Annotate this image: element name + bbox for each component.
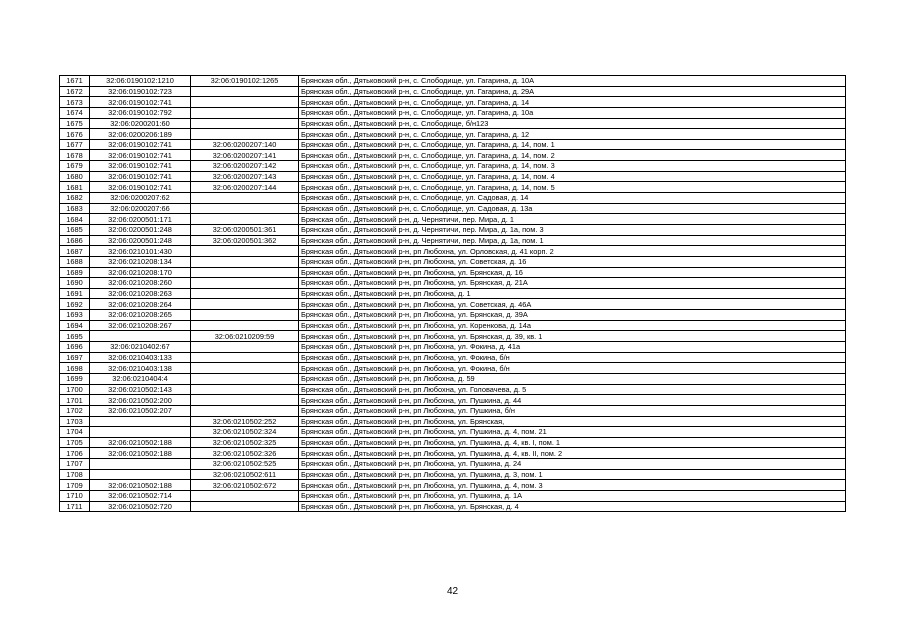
row-number-cell: 1709 [60,480,90,491]
sub-cadastral-number-cell: 32:06:0200207:142 [191,161,299,172]
table-row [60,278,846,289]
cadastral-number-cell: 32:06:0190102:741 [90,139,191,150]
cadastral-number-cell: 32:06:0200207:66 [90,203,191,214]
sub-cadastral-number-cell [191,129,299,140]
sub-cadastral-number-cell: 32:06:0200207:144 [191,182,299,193]
row-number-cell: 1672 [60,86,90,97]
row-number-cell: 1706 [60,448,90,459]
sub-cadastral-number-cell [191,373,299,384]
row-number-cell: 1684 [60,214,90,225]
cadastral-number-cell: 32:06:0210502:188 [90,437,191,448]
row-number-cell: 1695 [60,331,90,342]
sub-cadastral-number-cell [191,490,299,501]
cadastral-number-cell: 32:06:0190102:1210 [90,76,191,87]
address-cell: Брянская обл., Дятьковский р-н, рп Любохна, ул. Брянская, д. 21А [299,278,846,289]
sub-cadastral-number-cell [191,342,299,353]
address-cell: Брянская обл., Дятьковский р-н, рп Любохна, ул. Фокина, д. 41а [299,342,846,353]
row-number-cell: 1698 [60,363,90,374]
page-number: 42 [446,586,459,597]
table-row [60,448,846,459]
cadastral-number-cell: 32:06:0210208:260 [90,278,191,289]
address-cell: Брянская обл., Дятьковский р-н, рп Любохна, ул. Пушкина, д. 4, пом. 21 [299,427,846,438]
row-number-cell: 1700 [60,384,90,395]
sub-cadastral-number-cell [191,299,299,310]
cadastral-number-cell: 32:06:0210402:67 [90,342,191,353]
sub-cadastral-number-cell [191,363,299,374]
table-row [60,384,846,395]
table-row [60,214,846,225]
sub-cadastral-number-cell [191,288,299,299]
row-number-cell: 1697 [60,352,90,363]
row-number-cell: 1677 [60,139,90,150]
cadastral-number-cell: 32:06:0210208:134 [90,256,191,267]
table-row [60,405,846,416]
sub-cadastral-number-cell [191,97,299,108]
row-number-cell: 1711 [60,501,90,512]
cadastral-number-cell: 32:06:0210208:264 [90,299,191,310]
cadastral-number-cell: 32:06:0190102:741 [90,171,191,182]
table-row [60,161,846,172]
sub-cadastral-number-cell [191,395,299,406]
row-number-cell: 1696 [60,342,90,353]
sub-cadastral-number-cell [191,86,299,97]
sub-cadastral-number-cell: 32:06:0210502:252 [191,416,299,427]
sub-cadastral-number-cell: 32:06:0210209:59 [191,331,299,342]
sub-cadastral-number-cell [191,267,299,278]
row-number-cell: 1703 [60,416,90,427]
sub-cadastral-number-cell: 32:06:0210502:326 [191,448,299,459]
table-row [60,182,846,193]
sub-cadastral-number-cell: 32:06:0190102:1265 [191,76,299,87]
sub-cadastral-number-cell: 32:06:0210502:525 [191,459,299,470]
table-row [60,490,846,501]
cadastral-number-cell: 32:06:0200201:60 [90,118,191,129]
address-cell: Брянская обл., Дятьковский р-н, с. Слободище, ул. Гагарина, д. 14, пом. 2 [299,150,846,161]
row-number-cell: 1675 [60,118,90,129]
table-row [60,107,846,118]
sub-cadastral-number-cell [191,405,299,416]
address-cell: Брянская обл., Дятьковский р-н, рп Любохна, ул. Коренкова, д. 14а [299,320,846,331]
sub-cadastral-number-cell [191,193,299,204]
row-number-cell: 1674 [60,107,90,118]
row-number-cell: 1707 [60,459,90,470]
address-cell: Брянская обл., Дятьковский р-н, д. Чернятичи, пер. Мира, д. 1 [299,214,846,225]
cadastral-number-cell: 32:06:0210208:263 [90,288,191,299]
registry-table [59,75,846,512]
row-number-cell: 1688 [60,256,90,267]
sub-cadastral-number-cell: 32:06:0200207:141 [191,150,299,161]
row-number-cell: 1694 [60,320,90,331]
cadastral-number-cell [90,331,191,342]
address-cell: Брянская обл., Дятьковский р-н, рп Любохна, д. 1 [299,288,846,299]
address-cell: Брянская обл., Дятьковский р-н, с. Слободище, ул. Гагарина, д. 14, пом. 1 [299,139,846,150]
table-row [60,331,846,342]
table-row [60,427,846,438]
table-row [60,299,846,310]
cadastral-number-cell [90,427,191,438]
sub-cadastral-number-cell: 32:06:0210502:325 [191,437,299,448]
table-row [60,469,846,480]
table-row [60,256,846,267]
address-cell: Брянская обл., Дятьковский р-н, д. Чернятичи, пер. Мира, д. 1а, пом. 1 [299,235,846,246]
cadastral-number-cell: 32:06:0210403:138 [90,363,191,374]
row-number-cell: 1704 [60,427,90,438]
address-cell: Брянская обл., Дятьковский р-н, рп Любохна, ул. Пушкина, д. 4, пом. 3 [299,480,846,491]
row-number-cell: 1708 [60,469,90,480]
sub-cadastral-number-cell [191,214,299,225]
cadastral-number-cell: 32:06:0200207:62 [90,193,191,204]
row-number-cell: 1685 [60,224,90,235]
address-cell: Брянская обл., Дятьковский р-н, рп Любохна, ул. Пушкина, д. 24 [299,459,846,470]
table-row [60,480,846,491]
row-number-cell: 1705 [60,437,90,448]
sub-cadastral-number-cell [191,278,299,289]
row-number-cell: 1693 [60,310,90,321]
sub-cadastral-number-cell [191,118,299,129]
cadastral-number-cell: 32:06:0190102:741 [90,182,191,193]
table-row [60,288,846,299]
cadastral-number-cell: 32:06:0210502:200 [90,395,191,406]
row-number-cell: 1682 [60,193,90,204]
address-cell: Брянская обл., Дятьковский р-н, рп Любохна, ул. Пушкина, б/н [299,405,846,416]
table-row [60,501,846,512]
row-number-cell: 1676 [60,129,90,140]
table-row [60,246,846,257]
cadastral-number-cell: 32:06:0190102:723 [90,86,191,97]
table-row [60,320,846,331]
sub-cadastral-number-cell [191,501,299,512]
row-number-cell: 1671 [60,76,90,87]
address-cell: Брянская обл., Дятьковский р-н, рп Любохна, ул. Пушкина, д. 3, пом. 1 [299,469,846,480]
address-cell: Брянская обл., Дятьковский р-н, рп Любохна, ул. Пушкина, д. 44 [299,395,846,406]
row-number-cell: 1699 [60,373,90,384]
address-cell: Брянская обл., Дятьковский р-н, рп Любохна, ул. Пушкина, д. 1А [299,490,846,501]
address-cell: Брянская обл., Дятьковский р-н, рп Любохна, ул. Брянская, д. 4 [299,501,846,512]
cadastral-number-cell: 32:06:0210208:267 [90,320,191,331]
table-row [60,97,846,108]
cadastral-number-cell: 32:06:0190102:741 [90,161,191,172]
address-cell: Брянская обл., Дятьковский р-н, рп Любохна, ул. Орловская, д. 41 корп. 2 [299,246,846,257]
table-row [60,235,846,246]
cadastral-number-cell: 32:06:0210208:265 [90,310,191,321]
sub-cadastral-number-cell [191,320,299,331]
sub-cadastral-number-cell: 32:06:0210502:611 [191,469,299,480]
row-number-cell: 1681 [60,182,90,193]
row-number-cell: 1691 [60,288,90,299]
address-cell: Брянская обл., Дятьковский р-н, с. Слободище, ул. Гагарина, д. 10А [299,76,846,87]
table-row [60,352,846,363]
address-cell: Брянская обл., Дятьковский р-н, рп Любохна, ул. Пушкина, д. 4, кв. II, пом. 2 [299,448,846,459]
row-number-cell: 1680 [60,171,90,182]
table-row [60,193,846,204]
table-row [60,342,846,353]
row-number-cell: 1687 [60,246,90,257]
address-cell: Брянская обл., Дятьковский р-н, рп Любохна, ул. Пушкина, д. 4, кв. I, пом. 1 [299,437,846,448]
address-cell: Брянская обл., Дятьковский р-н, с. Слободище, ул. Гагарина, д. 14, пом. 5 [299,182,846,193]
table-row [60,373,846,384]
address-cell: Брянская обл., Дятьковский р-н, с. Слободище, ул. Гагарина, д. 14 [299,97,846,108]
address-cell: Брянская обл., Дятьковский р-н, рп Любохна, ул. Брянская, д. 16 [299,267,846,278]
sub-cadastral-number-cell: 32:06:0210502:324 [191,427,299,438]
table-row [60,76,846,87]
registry-table-body [60,76,846,512]
cadastral-number-cell: 32:06:0210404:4 [90,373,191,384]
table-row [60,118,846,129]
sub-cadastral-number-cell: 32:06:0200207:140 [191,139,299,150]
address-cell: Брянская обл., Дятьковский р-н, с. Слободище, ул. Гагарина, д. 10а [299,107,846,118]
table-row [60,224,846,235]
cadastral-number-cell: 32:06:0190102:741 [90,150,191,161]
cadastral-number-cell: 32:06:0210502:714 [90,490,191,501]
row-number-cell: 1673 [60,97,90,108]
cadastral-number-cell: 32:06:0190102:792 [90,107,191,118]
address-cell: Брянская обл., Дятьковский р-н, рп Любохна, ул. Брянская, д. 39, кв. 1 [299,331,846,342]
address-cell: Брянская обл., Дятьковский р-н, с. Слободище, ул. Гагарина, д. 29А [299,86,846,97]
sub-cadastral-number-cell [191,352,299,363]
table-row [60,150,846,161]
address-cell: Брянская обл., Дятьковский р-н, рп Любохна, ул. Советская, д. 46А [299,299,846,310]
address-cell: Брянская обл., Дятьковский р-н, рп Любохна, ул. Брянская, [299,416,846,427]
address-cell: Брянская обл., Дятьковский р-н, с. Слободище, ул. Гагарина, д. 14, пом. 4 [299,171,846,182]
cadastral-number-cell: 32:06:0210502:143 [90,384,191,395]
cadastral-number-cell: 32:06:0190102:741 [90,97,191,108]
address-cell: Брянская обл., Дятьковский р-н, с. Слободище, ул. Садовая, д. 14 [299,193,846,204]
table-row [60,437,846,448]
sub-cadastral-number-cell [191,384,299,395]
table-row [60,139,846,150]
address-cell: Брянская обл., Дятьковский р-н, рп Любохна, ул. Фокина, б/н [299,352,846,363]
address-cell: Брянская обл., Дятьковский р-н, рп Любохна, д. 59 [299,373,846,384]
row-number-cell: 1679 [60,161,90,172]
sub-cadastral-number-cell [191,310,299,321]
row-number-cell: 1678 [60,150,90,161]
table-row [60,310,846,321]
cadastral-number-cell: 32:06:0210208:170 [90,267,191,278]
cadastral-number-cell [90,469,191,480]
row-number-cell: 1701 [60,395,90,406]
sub-cadastral-number-cell: 32:06:0200207:143 [191,171,299,182]
cadastral-number-cell: 32:06:0210502:720 [90,501,191,512]
address-cell: Брянская обл., Дятьковский р-н, рп Любохна, ул. Брянская, д. 39А [299,310,846,321]
cadastral-number-cell [90,459,191,470]
address-cell: Брянская обл., Дятьковский р-н, д. Чернятичи, пер. Мира, д. 1а, пом. 3 [299,224,846,235]
sub-cadastral-number-cell: 32:06:0200501:362 [191,235,299,246]
address-cell: Брянская обл., Дятьковский р-н, рп Любохна, ул. Советская, д. 16 [299,256,846,267]
address-cell: Брянская обл., Дятьковский р-н, с. Слободище, ул. Гагарина, д. 14, пом. 3 [299,161,846,172]
sub-cadastral-number-cell: 32:06:0200501:361 [191,224,299,235]
row-number-cell: 1689 [60,267,90,278]
row-number-cell: 1690 [60,278,90,289]
cadastral-number-cell: 32:06:0200501:248 [90,235,191,246]
sub-cadastral-number-cell [191,256,299,267]
row-number-cell: 1710 [60,490,90,501]
cadastral-number-cell: 32:06:0210502:188 [90,480,191,491]
cadastral-number-cell: 32:06:0200501:171 [90,214,191,225]
row-number-cell: 1686 [60,235,90,246]
table-row [60,416,846,427]
table-row [60,459,846,470]
cadastral-number-cell: 32:06:0200501:248 [90,224,191,235]
address-cell: Брянская обл., Дятьковский р-н, с. Слободище, б/н123 [299,118,846,129]
cadastral-number-cell: 32:06:0210502:207 [90,405,191,416]
row-number-cell: 1702 [60,405,90,416]
sub-cadastral-number-cell: 32:06:0210502:672 [191,480,299,491]
row-number-cell: 1692 [60,299,90,310]
sub-cadastral-number-cell [191,203,299,214]
table-row [60,129,846,140]
table-row [60,86,846,97]
table-row [60,395,846,406]
sub-cadastral-number-cell [191,246,299,257]
cadastral-number-cell: 32:06:0210403:133 [90,352,191,363]
sub-cadastral-number-cell [191,107,299,118]
address-cell: Брянская обл., Дятьковский р-н, рп Любохна, ул. Фокина, б/н [299,363,846,374]
table-row [60,363,846,374]
cadastral-number-cell: 32:06:0200206:189 [90,129,191,140]
table-row [60,171,846,182]
cadastral-number-cell: 32:06:0210502:188 [90,448,191,459]
table-row [60,267,846,278]
address-cell: Брянская обл., Дятьковский р-н, с. Слободище, ул. Садовая, д. 13а [299,203,846,214]
address-cell: Брянская обл., Дятьковский р-н, с. Слободище, ул. Гагарина, д. 12 [299,129,846,140]
table-row [60,203,846,214]
cadastral-number-cell: 32:06:0210101:430 [90,246,191,257]
cadastral-number-cell [90,416,191,427]
row-number-cell: 1683 [60,203,90,214]
address-cell: Брянская обл., Дятьковский р-н, рп Любохна, ул. Головачева, д. 5 [299,384,846,395]
